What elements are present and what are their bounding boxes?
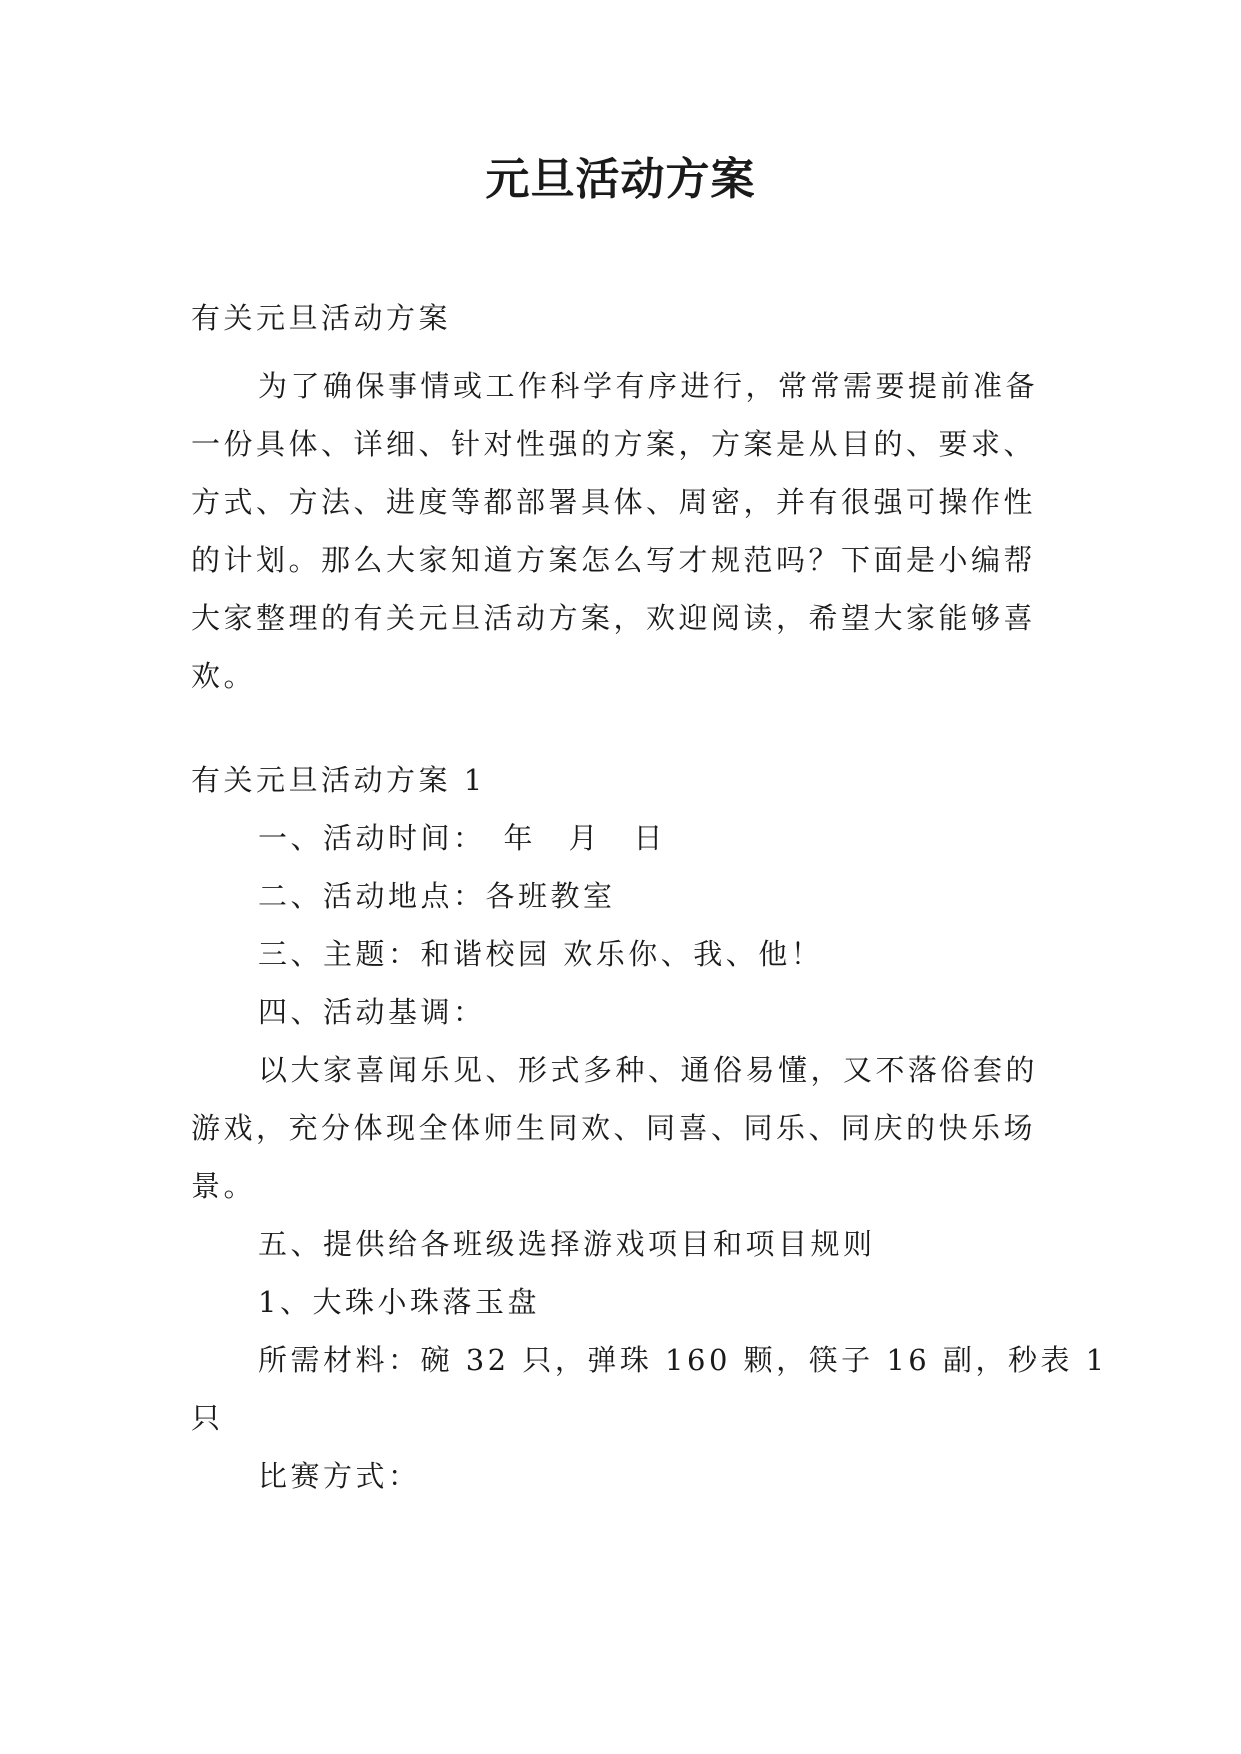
item-time: 一、活动时间： 年 月 日 xyxy=(258,821,667,855)
subtitle: 有关元旦活动方案 xyxy=(191,301,452,335)
tone-line-2: 游戏，充分体现全体师生同欢、同喜、同乐、同庆的快乐场 xyxy=(191,1111,1037,1145)
intro-line-1: 为了确保事情或工作科学有序进行，常常需要提前准备 xyxy=(258,369,1039,403)
intro-line-6: 欢。 xyxy=(191,659,257,693)
game-1-title: 1、大珠小珠落玉盘 xyxy=(258,1285,540,1319)
intro-line-2: 一份具体、详细、针对性强的方案，方案是从目的、要求、 xyxy=(191,427,1037,461)
intro-line-5: 大家整理的有关元旦活动方案，欢迎阅读，希望大家能够喜 xyxy=(191,601,1037,635)
game-1-method: 比赛方式： xyxy=(258,1459,421,1493)
tone-line-1: 以大家喜闻乐见、形式多种、通俗易懂，又不落俗套的 xyxy=(258,1053,1039,1087)
game-1-materials: 所需材料：碗 32 只，弹珠 160 颗，筷子 16 副，秒表 1 xyxy=(258,1343,1108,1377)
intro-line-4: 的计划。那么大家知道方案怎么写才规范吗？下面是小编帮 xyxy=(191,543,1037,577)
document-title: 元旦活动方案 xyxy=(485,154,756,205)
item-location: 二、活动地点：各班教室 xyxy=(258,879,616,913)
game-1-materials-cont: 只 xyxy=(191,1401,224,1435)
item-games: 五、提供给各班级选择游戏项目和项目规则 xyxy=(258,1227,876,1261)
tone-line-3: 景。 xyxy=(191,1169,257,1203)
section-heading: 有关元旦活动方案 1 xyxy=(191,763,486,797)
item-theme: 三、主题：和谐校园 欢乐你、我、他！ xyxy=(258,937,824,971)
item-tone: 四、活动基调： xyxy=(258,995,486,1029)
intro-line-3: 方式、方法、进度等都部署具体、周密，并有很强可操作性 xyxy=(191,485,1037,519)
